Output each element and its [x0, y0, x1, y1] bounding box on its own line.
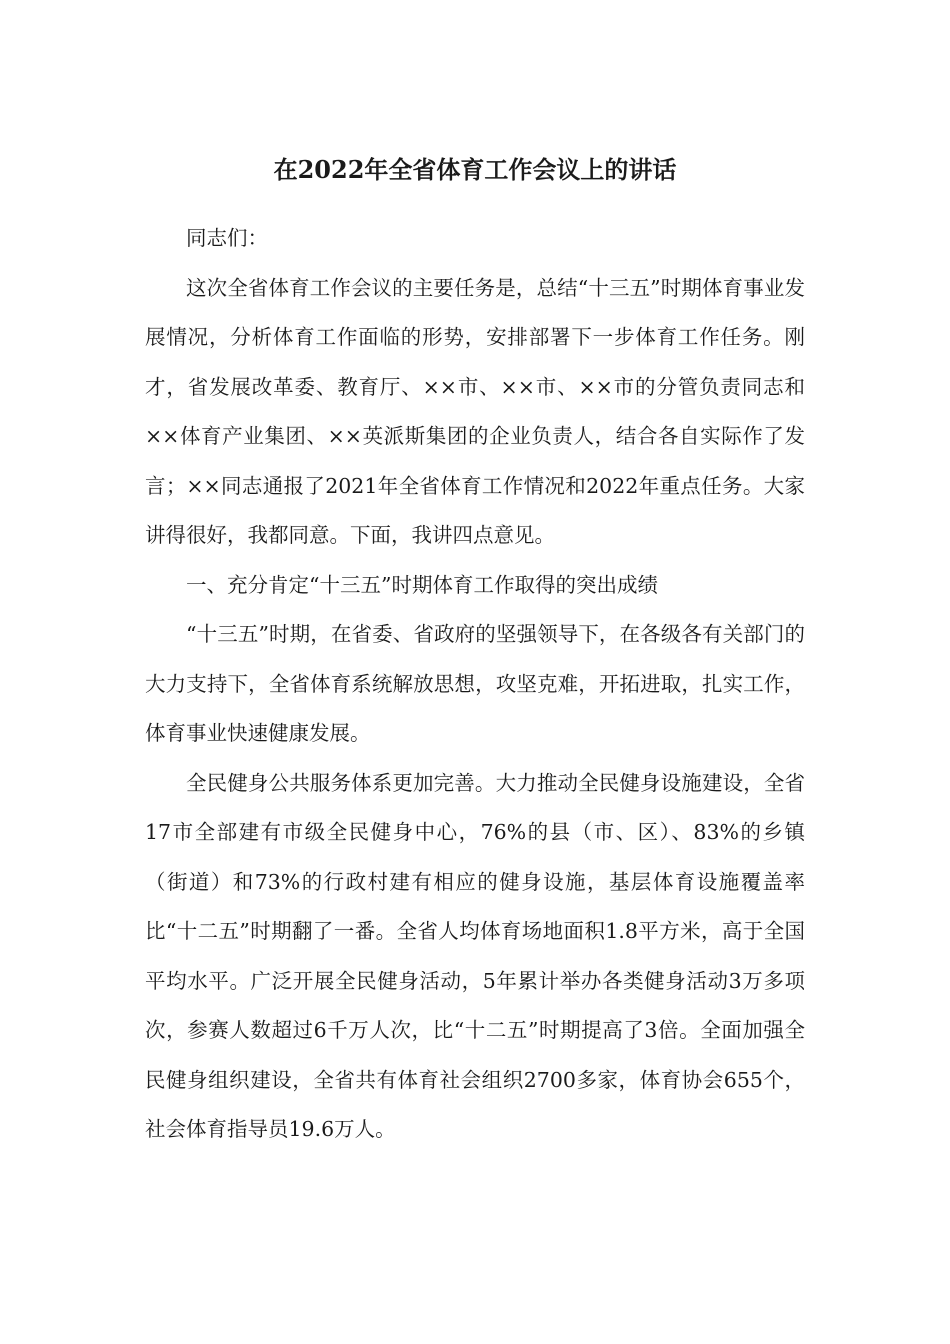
intro-paragraph: 这次全省体育工作会议的主要任务是，总结“十三五”时期体育事业发展情况，分析体育工作面临的形势，安排部署下一步体育工作任务。刚才，省发展改革委、教育厅、××市、××市、××市的分管负责同志和××体育产业集团、××英派斯集团的企业负责人，结合各自实际作了发言；××同志通报了2021年全省体育工作情况和2022年重点任务。大家讲得很好，我都同意。下面，我讲四点意见。: [145, 275, 805, 547]
section-1-paragraph-1: “十三五”时期，在省委、省政府的坚强领导下，在各级各有关部门的大力支持下，全省体育系统解放思想，攻坚克难，开拓进取，扎实工作，体育事业快速健康发展。: [145, 622, 805, 745]
section-heading-1: 一、充分肯定“十三五”时期体育工作取得的突出成绩: [186, 572, 658, 597]
document-body: [145, 214, 805, 1155]
section-1-paragraph-2: 全民健身公共服务体系更加完善。大力推动全民健身设施建设，全省17市全部建有市级全民健身中心，76%的县（市、区）、83%的乡镇（街道）和73%的行政村建有相应的健身设施，基层体育设施覆盖率比“十二五”时期翻了一番。全省人均体育场地面积1.8平方米，高于全国平均水平。广泛开展全民健身活动，5年累计举办各类健身活动3万多项次，参赛人数超过6千万人次，比“十二五”时期提高了3倍。全面加强全民健身组织建设，全省共有体育社会组织2700多家，体育协会655个，社会体育指导员19.6万人。: [145, 770, 805, 1141]
salutation-paragraph: 同志们：: [186, 226, 268, 250]
document-title: 在2022年全省体育工作会议上的讲话: [273, 155, 677, 184]
